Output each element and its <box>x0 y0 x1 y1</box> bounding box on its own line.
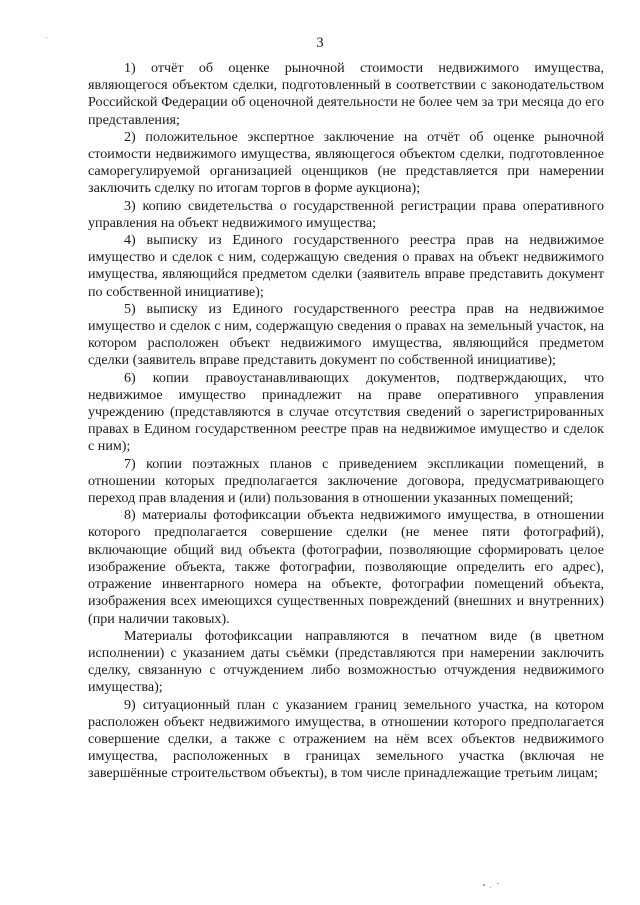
list-item-2: 2) положительное экспертное заключение на отчёт об оценке рыночной стоимости недвижимого имущества, являющегося объектом сделки, подготовленное саморегулируемой организацией оценщиков (не представляется при намерении заключить сделку по итогам торгов в форме аукциона); <box>88 128 604 197</box>
scan-speck <box>46 37 47 38</box>
list-item-7: 7) копии поэтажных планов с приведением экспликации помещений, в отношении которых предполагается заключение договора, предусматривающего переход прав владения и (или) пользования в отношении указанных помещений; <box>88 455 604 507</box>
list-item-9: 9) ситуационный план с указанием границ земельного участка, на котором расположен объект недвижимого имущества, в отношении которого предполагается совершение сделки, а также с отражением на нём всех объектов недвижимого имущества, расположенных в границах земельного участка (включая не завершённые строительством объекты), в том числе принадлежащие третьим лицам; <box>88 696 604 782</box>
list-item-3: 3) копию свидетельства о государственной регистрации права оперативного управления на объект недвижимого имущества; <box>88 197 604 231</box>
list-item-6: 6) копии правоустанавливающих документов, подтверждающих, что недвижимое имущество принадлежит на праве оперативного управления учреждению (представляются в случае отсутствия сведений о зарегистрированных правах в Едином государственном реестре прав на недвижимое имущество и сделок с ним); <box>88 369 604 455</box>
photo-materials-note: Материалы фотофиксации направляются в печатном виде (в цветном исполнении) с указанием даты съёмки (представляются при намерении заключить сделку, связанную с отчуждением либо возможностью отчуждения недвижимого имущества); <box>88 627 604 696</box>
list-item-1: 1) отчёт об оценке рыночной стоимости недвижимого имущества, являющегося объектом сделки, подготовленный в соответствии с законодательством Российской Федерации об оценочной деятельности не более чем за три месяца до его представления; <box>88 60 604 128</box>
scan-speck <box>483 884 485 886</box>
scan-speck <box>497 883 499 884</box>
list-item-5: 5) выписку из Единого государственного реестра прав на недвижимое имущество и сделок с ним, содержащую сведения о правах на земельный участок, на котором расположен объект недвижимого имущества, являющийся предметом сделки (заявитель вправе представить документ по собственной инициативе); <box>88 300 604 369</box>
scan-speck <box>490 887 491 888</box>
list-item-8: 8) материалы фотофиксации объекта недвижимого имущества, в отношении которого предполагается совершение сделки (не менее пяти фотографий), включающие общий вид объекта (фотографии, позволяющие сформировать целое изображение объекта, также фотографии, позволяющие определить его адрес), отражение инвентарного номера на объекте, фотографии помещений объекта, изображения всех имеющихся существенных повреждений (внешних и внутренних) (при наличии таковых). <box>88 507 604 627</box>
page-number: 3 <box>316 35 324 51</box>
document-body <box>88 60 604 783</box>
list-item-4: 4) выписку из Единого государственного реестра прав на недвижимое имущество и сделок с ним, содержащую сведения о правах на объект недвижимого имущества, являющийся предметом сделки (заявитель вправе представить документ по собственной инициативе); <box>88 232 604 300</box>
